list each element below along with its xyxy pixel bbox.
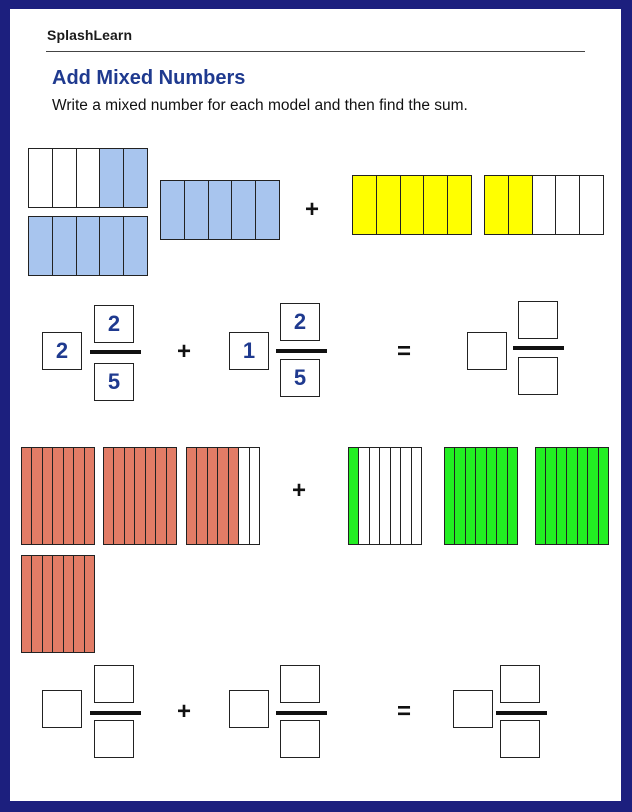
shaded-part xyxy=(52,448,62,544)
shaded-part xyxy=(507,448,517,544)
model-plus-sign: + xyxy=(291,477,306,504)
fraction-line xyxy=(276,349,327,353)
shaded-part xyxy=(486,448,496,544)
shaded-part xyxy=(52,217,76,275)
shaded-part xyxy=(447,176,471,234)
shaded-part xyxy=(42,556,52,652)
shaded-part xyxy=(545,448,555,544)
shaded-part xyxy=(228,448,238,544)
shaded-part xyxy=(496,448,506,544)
worksheet-instruction: Write a mixed number for each model and then find the sum. xyxy=(52,97,468,114)
unshaded-part xyxy=(29,149,52,207)
shaded-part xyxy=(99,217,123,275)
whole-number-box[interactable] xyxy=(453,690,493,728)
shaded-part xyxy=(423,176,447,234)
shaded-part xyxy=(376,176,400,234)
shaded-part xyxy=(577,448,587,544)
shaded-part xyxy=(22,448,31,544)
shaded-part xyxy=(22,556,31,652)
denominator-box[interactable] xyxy=(94,720,134,758)
unshaded-part xyxy=(390,448,400,544)
shaded-part xyxy=(124,448,134,544)
numerator-box[interactable]: 2 xyxy=(280,303,320,341)
shaded-part xyxy=(123,217,147,275)
fraction-bar xyxy=(28,148,148,208)
shaded-part xyxy=(84,448,94,544)
shaded-part xyxy=(598,448,608,544)
shaded-part xyxy=(63,556,73,652)
shaded-part xyxy=(184,181,208,239)
unshaded-part xyxy=(532,176,556,234)
shaded-part xyxy=(155,448,165,544)
shaded-part xyxy=(587,448,597,544)
equals-sign: = xyxy=(396,338,411,365)
shaded-part xyxy=(31,556,41,652)
shaded-part xyxy=(161,181,184,239)
numerator-box[interactable] xyxy=(280,665,320,703)
plus-sign: + xyxy=(176,698,191,725)
unshaded-part xyxy=(76,149,100,207)
fraction-bar xyxy=(348,447,422,545)
fraction-line xyxy=(513,346,564,350)
shaded-part xyxy=(255,181,279,239)
numerator-box[interactable] xyxy=(518,301,558,339)
fraction-bar xyxy=(160,180,280,240)
brand-logo: SplashLearn xyxy=(47,27,133,43)
denominator-box[interactable]: 5 xyxy=(94,363,134,401)
shaded-part xyxy=(187,448,196,544)
numerator-box[interactable]: 2 xyxy=(94,305,134,343)
unshaded-part xyxy=(555,176,579,234)
shaded-part xyxy=(123,149,147,207)
unshaded-part xyxy=(379,448,389,544)
fraction-bar xyxy=(444,447,518,545)
fraction-bar xyxy=(535,447,609,545)
unshaded-part xyxy=(369,448,379,544)
denominator-box[interactable] xyxy=(500,720,540,758)
fraction-bar xyxy=(352,175,472,235)
shaded-part xyxy=(445,448,454,544)
shaded-part xyxy=(145,448,155,544)
plus-sign: + xyxy=(176,338,191,365)
shaded-part xyxy=(31,448,41,544)
whole-number-box[interactable]: 2 xyxy=(42,332,82,370)
fraction-line xyxy=(90,711,141,715)
numerator-box[interactable] xyxy=(500,665,540,703)
shaded-part xyxy=(400,176,424,234)
shaded-part xyxy=(73,556,83,652)
fraction-bar xyxy=(28,216,148,276)
shaded-part xyxy=(99,149,123,207)
shaded-part xyxy=(166,448,176,544)
unshaded-part xyxy=(579,176,603,234)
worksheet-title: Add Mixed Numbers xyxy=(52,67,246,89)
fraction-bar xyxy=(484,175,604,235)
unshaded-part xyxy=(249,448,259,544)
shaded-part xyxy=(508,176,532,234)
shaded-part xyxy=(76,217,100,275)
shaded-part xyxy=(485,176,508,234)
equals-sign: = xyxy=(396,698,411,725)
shaded-part xyxy=(104,448,113,544)
shaded-part xyxy=(217,448,227,544)
fraction-line xyxy=(276,711,327,715)
whole-number-box[interactable] xyxy=(42,690,82,728)
denominator-box[interactable]: 5 xyxy=(280,359,320,397)
fraction-bar xyxy=(21,447,95,545)
shaded-part xyxy=(556,448,566,544)
fraction-line xyxy=(90,350,141,354)
fraction-line xyxy=(496,711,547,715)
worksheet-page xyxy=(10,9,621,801)
shaded-part xyxy=(465,448,475,544)
unshaded-part xyxy=(238,448,248,544)
shaded-part xyxy=(208,181,232,239)
shaded-part xyxy=(84,556,94,652)
unshaded-part xyxy=(411,448,421,544)
numerator-box[interactable] xyxy=(94,665,134,703)
shaded-part xyxy=(207,448,217,544)
whole-number-box[interactable] xyxy=(467,332,507,370)
fraction-bar xyxy=(186,447,260,545)
shaded-part xyxy=(134,448,144,544)
shaded-part xyxy=(196,448,206,544)
shaded-part xyxy=(42,448,52,544)
shaded-part xyxy=(63,448,73,544)
shaded-part xyxy=(475,448,485,544)
denominator-box[interactable] xyxy=(518,357,558,395)
shaded-part xyxy=(73,448,83,544)
fraction-bar xyxy=(103,447,177,545)
model-plus-sign: + xyxy=(304,196,319,223)
shaded-part xyxy=(349,448,358,544)
shaded-part xyxy=(52,556,62,652)
shaded-part xyxy=(536,448,545,544)
denominator-box[interactable] xyxy=(280,720,320,758)
header-divider xyxy=(46,51,585,52)
shaded-part xyxy=(566,448,576,544)
fraction-bar xyxy=(21,555,95,653)
shaded-part xyxy=(29,217,52,275)
shaded-part xyxy=(454,448,464,544)
shaded-part xyxy=(113,448,123,544)
unshaded-part xyxy=(52,149,76,207)
shaded-part xyxy=(353,176,376,234)
unshaded-part xyxy=(400,448,410,544)
whole-number-box[interactable]: 1 xyxy=(229,332,269,370)
shaded-part xyxy=(231,181,255,239)
whole-number-box[interactable] xyxy=(229,690,269,728)
unshaded-part xyxy=(358,448,368,544)
